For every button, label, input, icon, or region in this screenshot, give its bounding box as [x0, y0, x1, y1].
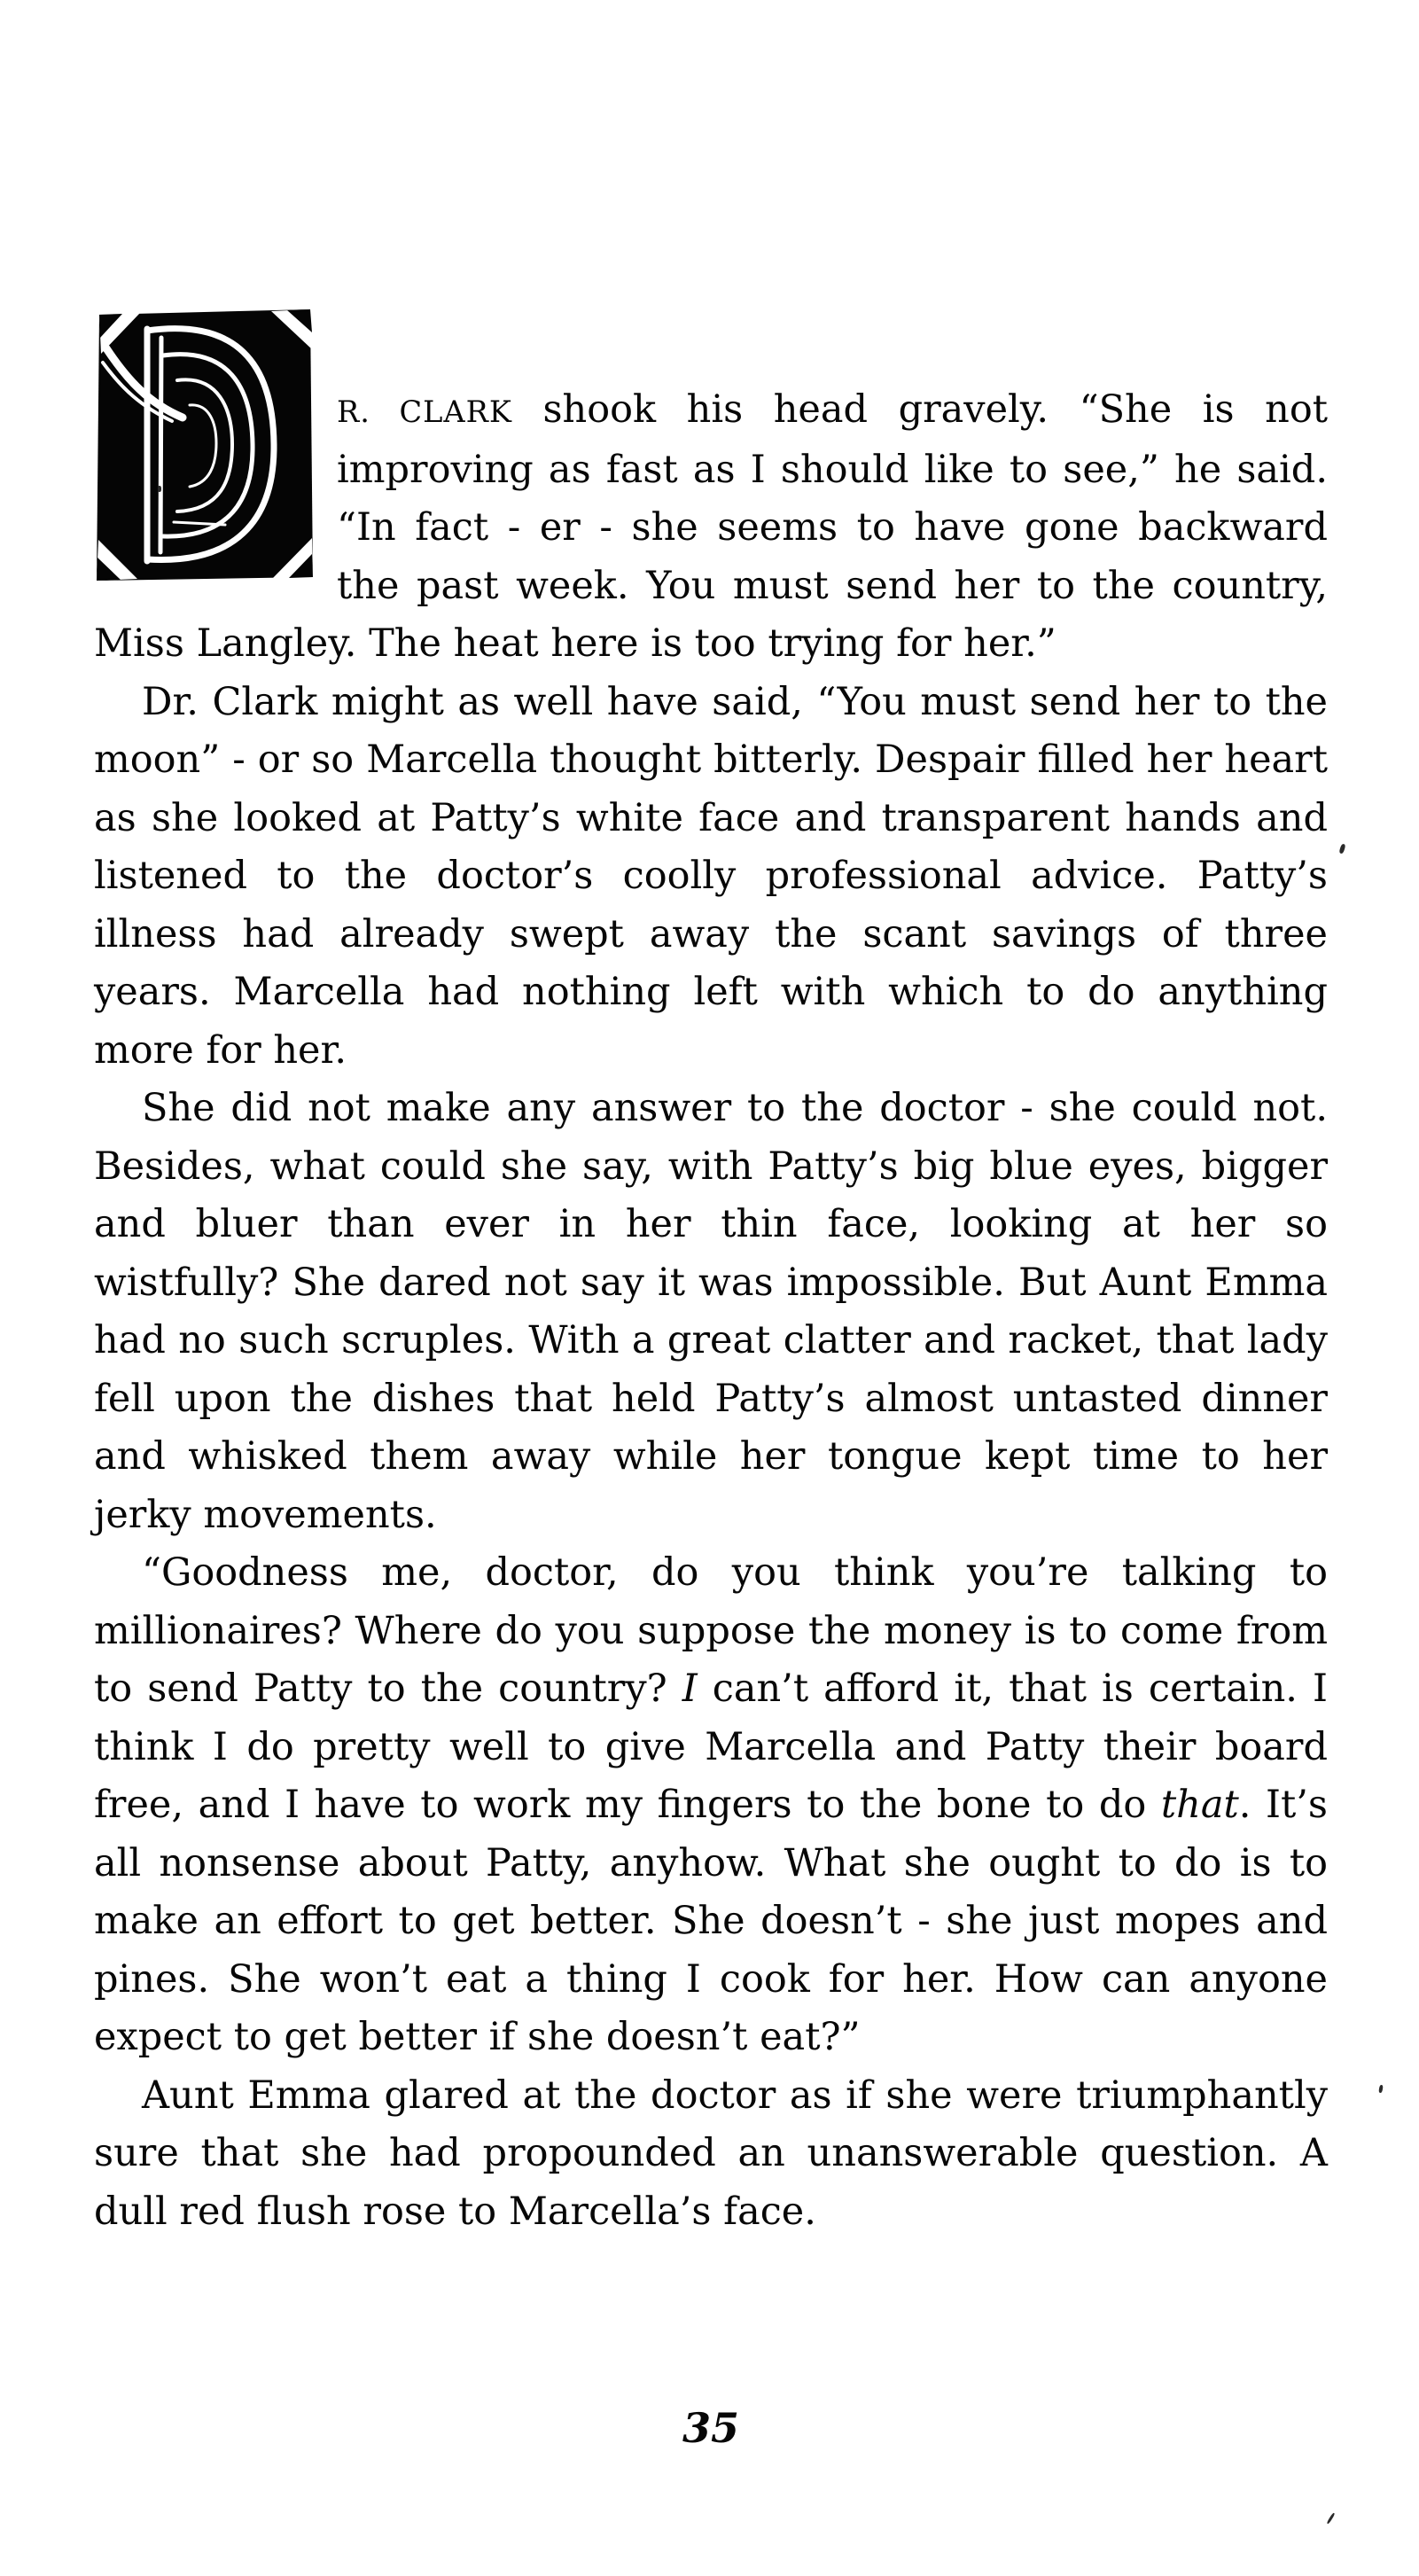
drop-cap-d-icon [94, 306, 316, 582]
text-block [94, 381, 1328, 2241]
paragraph [94, 381, 1328, 674]
text-segment: shook his head gravely. “She is not improving as fast as I should like to see,” he said. “In fact - er - she seems to have gone backward the past week. You must send her to the country, Miss Langley. The heat here is too trying for her.” [94, 387, 1329, 666]
page-number: 35 [682, 2404, 739, 2452]
text-segment: I [682, 1667, 698, 1711]
text-segment: . It’s all nonsense about Patty, anyhow. What she ought to do is to make an effort to get better. She doesn’t - she just mopes and pines. She won’t eat a thing I cook for her. How can anyone expect to get better if she doesn’t eat?” [94, 1783, 1328, 2059]
paragraph [94, 2067, 1328, 2242]
text-segment: can’t afford it, that is certain. I think I do pretty well to give Marcella and Patty their board free, and I have to work my fingers to the bone to do [94, 1667, 1328, 1827]
scan-speck [1327, 2512, 1336, 2524]
scan-speck [1378, 2085, 1384, 2094]
text-segment: She did not make any answer to the doctor - she could not. Besides, what could she say, with Patty’s big blue eyes, bigger and bluer than ever in her thin face, looking at her so wistfully? She dared not say it was impossible. But Aunt Emma had no such scruples. With a great clatter and racket, that lady fell upon the dishes that held Patty’s almost untasted dinner and whisked them away while her tongue kept time to her jerky movements. [94, 1086, 1328, 1537]
paragraph [94, 1544, 1328, 2067]
lead-in-smallcaps: R. CLARK [337, 394, 512, 429]
scan-speck [1338, 843, 1345, 854]
text-segment: Aunt Emma glared at the doctor as if she were triumphantly sure that she had propounded an unanswerable question. A dull red flush rose to Marcella’s face. [94, 2073, 1328, 2234]
text-segment: “Goodness me, doctor, do you think you’re talking to millionaires? Where do you suppose the money is to come from to send Patty to the country? [94, 1550, 1328, 1711]
paragraph [94, 674, 1328, 1081]
text-segment: Dr. Clark might as well have said, “You must send her to the moon” - or so Marcella thought bitterly. Despair filled her heart as she looked at Patty’s white face and transparent hands and listened to the doctor’s coolly professional advice. Patty’s illness had already swept away the scant savings of three years. Marcella had nothing left with which to do anything more for her. [94, 679, 1328, 1073]
paragraph [94, 1080, 1328, 1544]
text-segment: that [1160, 1783, 1239, 1827]
scan-speck [158, 486, 161, 492]
